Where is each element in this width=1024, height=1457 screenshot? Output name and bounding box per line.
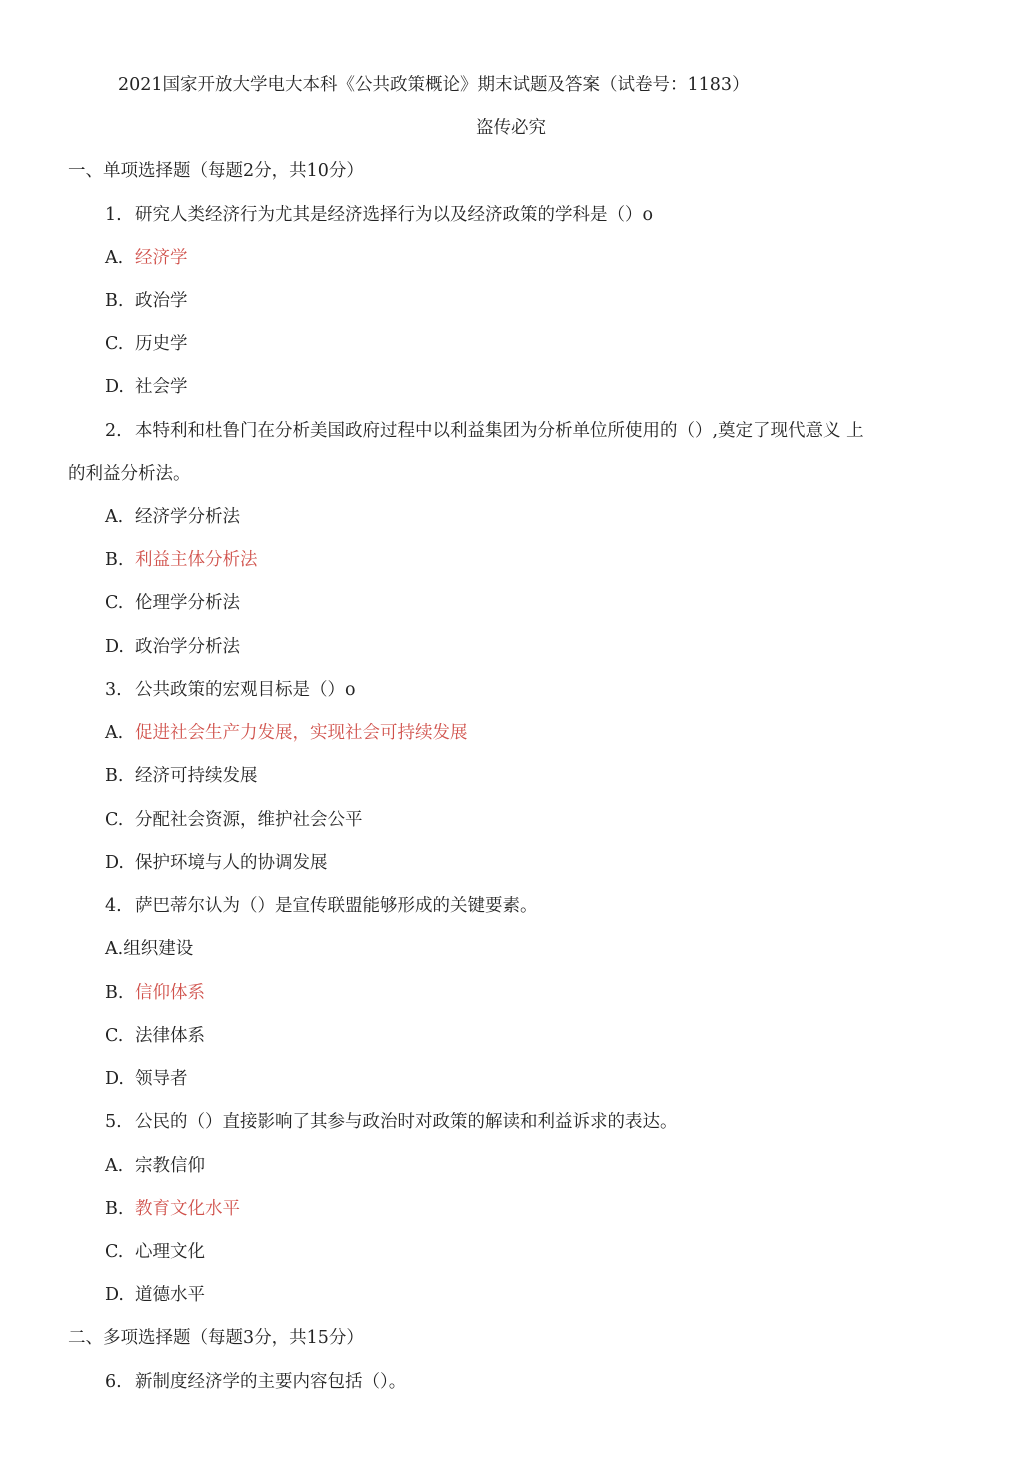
option-text-answer: 经济学 xyxy=(135,248,188,268)
question-number: 6. xyxy=(105,1372,122,1392)
section-heading-multiple-choice: 二、多项选择题（每题3分，共15分） xyxy=(68,1328,364,1348)
option-text: 保护环境与人的协调发展 xyxy=(135,853,328,873)
option-letter: C. xyxy=(105,810,124,830)
option-text: 历史学 xyxy=(135,334,188,354)
option-3b xyxy=(105,764,258,788)
question-number: 3. xyxy=(105,680,122,700)
option-letter: B. xyxy=(105,1199,124,1219)
option-text: 领导者 xyxy=(135,1069,188,1089)
option-letter: C. xyxy=(105,593,124,613)
option-2d xyxy=(105,635,240,659)
question-number: 2. xyxy=(105,421,122,441)
question-text: 公共政策的宏观目标是（）o xyxy=(135,680,356,700)
option-text: 道德水平 xyxy=(135,1285,205,1305)
option-2b xyxy=(105,548,258,572)
option-letter: B. xyxy=(105,550,124,570)
option-letter: D. xyxy=(105,853,124,873)
option-text: 政治学 xyxy=(135,291,188,311)
option-3c xyxy=(105,808,363,832)
option-letter: D. xyxy=(105,377,124,397)
document-title: 2021国家开放大学电大本科《公共政策概论》期末试题及答案（试卷号：1183） xyxy=(118,75,750,95)
option-4d xyxy=(105,1067,188,1091)
question-text: 新制度经济学的主要内容包括（）。 xyxy=(135,1372,407,1392)
option-letter: C. xyxy=(105,1242,124,1262)
option-text: 法律体系 xyxy=(135,1026,205,1046)
option-letter: B. xyxy=(105,983,124,1003)
option-4a xyxy=(105,937,193,961)
option-text: 政治学分析法 xyxy=(135,637,240,657)
option-5b xyxy=(105,1197,240,1221)
question-text: 本特利和杜鲁门在分析美国政府过程中以利益集团为分析单位所使用的（）,奠定了现代意义 上 xyxy=(135,421,864,441)
option-letter: B. xyxy=(105,291,124,311)
option-letter: A. xyxy=(105,248,124,268)
option-text: 伦理学分析法 xyxy=(135,593,240,613)
option-1b xyxy=(105,289,188,313)
option-text: 经济可持续发展 xyxy=(135,766,258,786)
option-letter: A. xyxy=(105,939,124,959)
option-text-answer: 教育文化水平 xyxy=(135,1199,240,1219)
question-2 xyxy=(105,419,864,443)
option-text: 分配社会资源，维护社会公平 xyxy=(135,810,363,830)
option-2a xyxy=(105,505,240,529)
question-text: 公民的（）直接影响了其参与政治时对政策的解读和利益诉求的表达。 xyxy=(135,1112,678,1132)
option-text: 心理文化 xyxy=(135,1242,205,1262)
option-3a xyxy=(105,721,468,745)
option-5c xyxy=(105,1240,205,1264)
option-5d xyxy=(105,1283,205,1307)
option-2c xyxy=(105,591,240,615)
question-3 xyxy=(105,678,356,702)
option-letter: A. xyxy=(105,507,124,527)
question-number: 5. xyxy=(105,1112,122,1132)
option-text-answer: 利益主体分析法 xyxy=(135,550,258,570)
question-2-continued: 的利益分析法。 xyxy=(68,464,191,484)
question-1 xyxy=(105,203,653,227)
question-4 xyxy=(105,894,538,918)
question-number: 1. xyxy=(105,205,122,225)
question-text: 萨巴蒂尔认为（）是宣传联盟能够形成的关键要素。 xyxy=(135,896,538,916)
option-letter: C. xyxy=(105,334,124,354)
option-1c xyxy=(105,332,188,356)
option-letter: D. xyxy=(105,1069,124,1089)
option-letter: D. xyxy=(105,637,124,657)
document-subtitle: 盗传必究 xyxy=(476,118,546,138)
option-1a xyxy=(105,246,188,270)
option-text: 宗教信仰 xyxy=(135,1156,205,1176)
option-letter: A. xyxy=(105,723,124,743)
option-4b xyxy=(105,981,205,1005)
option-letter: C. xyxy=(105,1026,124,1046)
question-6 xyxy=(105,1370,406,1394)
option-letter: D. xyxy=(105,1285,124,1305)
option-text: 社会学 xyxy=(135,377,188,397)
section-heading-single-choice: 一、单项选择题（每题2分，共10分） xyxy=(68,161,364,181)
option-text: 组织建设 xyxy=(123,939,194,959)
option-text-answer: 信仰体系 xyxy=(135,983,205,1003)
option-letter: A. xyxy=(105,1156,124,1176)
question-number: 4. xyxy=(105,896,122,916)
option-3d xyxy=(105,851,328,875)
option-4c xyxy=(105,1024,205,1048)
option-text: 经济学分析法 xyxy=(135,507,240,527)
question-5 xyxy=(105,1110,678,1134)
option-5a xyxy=(105,1154,205,1178)
option-text-answer: 促进社会生产力发展，实现社会可持续发展 xyxy=(135,723,468,743)
question-text: 研究人类经济行为尤其是经济选择行为以及经济政策的学科是（）o xyxy=(135,205,654,225)
option-1d xyxy=(105,375,188,399)
option-letter: B. xyxy=(105,766,124,786)
